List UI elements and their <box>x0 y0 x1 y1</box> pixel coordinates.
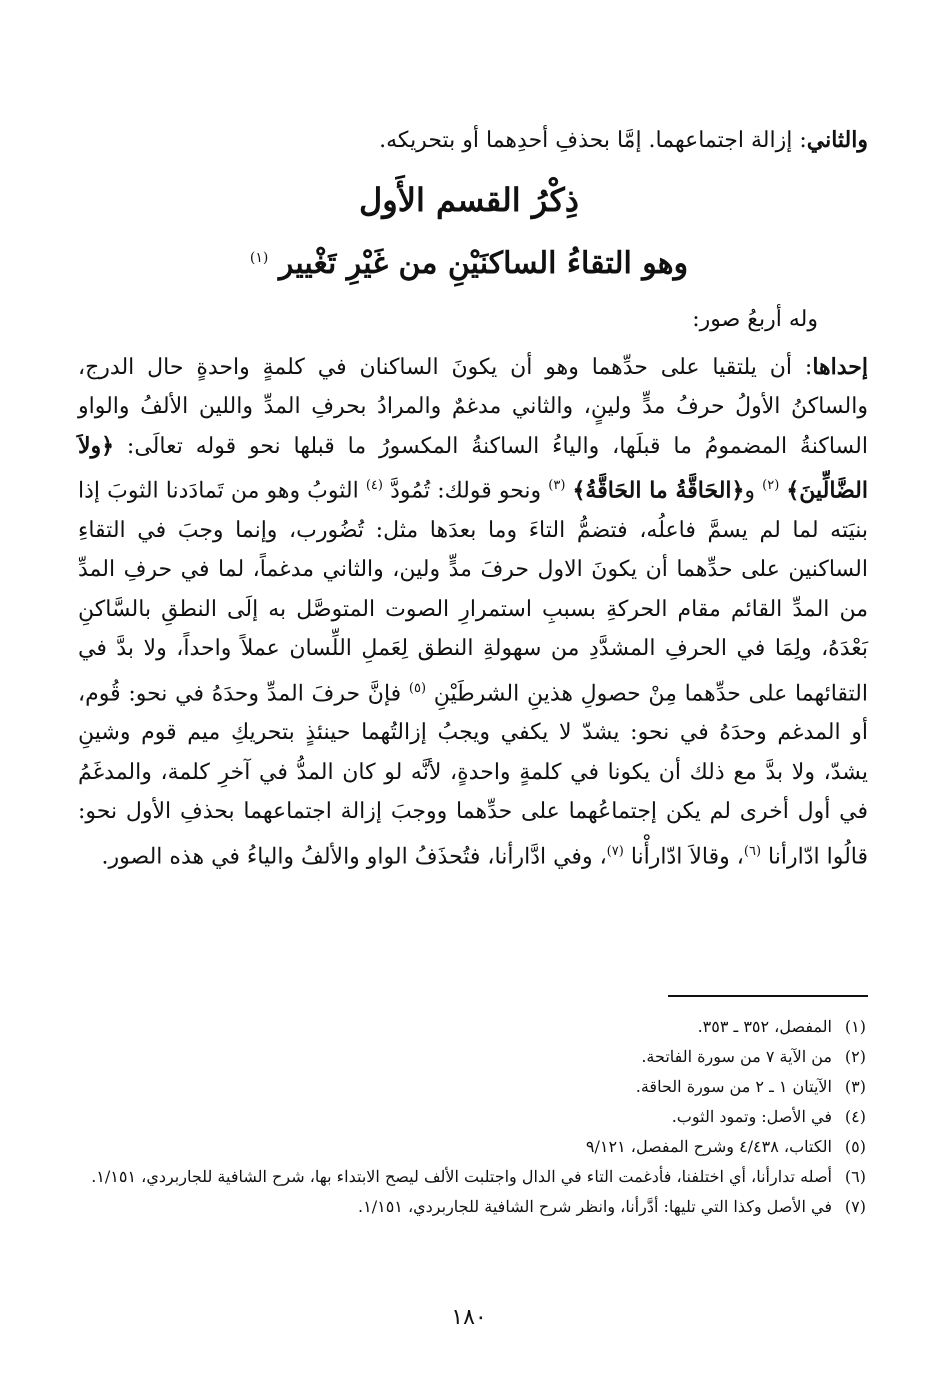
section-subtitle <box>0 236 938 286</box>
intro-label: والثاني <box>806 127 868 153</box>
intro-paragraph <box>68 120 868 161</box>
paragraph-text-6: ، وفي ادَّارأنا، فتُحذَفُ الواو والألفُ والياءُ في هذه الصور. <box>101 843 607 869</box>
paragraph-text-1: : أن يلتقيا على حدِّهما وهو أن يكونَ الساكنان في كلمةٍ واحدةٍ حال الدرج، والساكنُ الأولُ حرفُ مدٍّ ولينٍ، والثاني مدغمٌ والمرادُ بحرفِ المدِّ واللين الألفُ والواو الساكنةُ المضمومُ ما قبلَها، والياءُ الساكنةُ المكسورُ ما قبلها نحو قوله تعالَى: <box>78 355 868 459</box>
footnote-number: (٤) <box>844 1107 866 1126</box>
footnote-item <box>71 1192 866 1222</box>
footnote-ref-4[interactable]: (٤) <box>365 478 383 494</box>
footnote-text: المفصل، ٣٥٢ ـ ٣٥٣. <box>697 1017 832 1036</box>
forms-intro: وله أربعُ صور: <box>692 307 818 332</box>
footnote-item <box>71 1042 866 1072</box>
footnote-item <box>71 1072 866 1102</box>
footnote-text: من الآية ٧ من سورة الفاتحة. <box>641 1047 832 1066</box>
paragraph-text-5: ، وقالاَ ادّارأْنا <box>630 843 744 869</box>
footnote-ref-3[interactable]: (٣) <box>548 478 566 494</box>
paragraph-label: إحداها <box>812 354 868 380</box>
page-number: ١٨٠ <box>451 1305 487 1330</box>
footnote-ref-5[interactable]: (٥) <box>408 680 427 696</box>
section-subtitle-text: وهو التقاءُ الساكنَيْنِ من غَيْرِ تَغْيير <box>278 246 689 281</box>
footnote-number: (١) <box>844 1017 866 1036</box>
footnote-item <box>71 1162 866 1192</box>
intro-text: : إزالة اجتماعهما. إمَّا بحذفِ أحدِهما أو بتحريكه. <box>379 128 807 153</box>
footnote-text: أصله تدارأنا، أي اختلفنا، فأدغمت التاء في الدال واجتلبت الألف ليصح الابتداء بها، شرح الشافية للجاربردي، ١/١٥١. <box>91 1167 832 1186</box>
footnote-ref-1[interactable]: (١) <box>249 250 269 266</box>
footnote-item <box>71 1132 866 1162</box>
main-paragraph <box>78 348 868 876</box>
quran-quote-2: ﴿الحَاقَّةُ ما الحَاقَّةُ﴾ <box>572 477 745 504</box>
footnote-ref-2[interactable]: (٢) <box>762 478 780 494</box>
footnote-item <box>71 1102 866 1132</box>
quran-quote-1: ﴿ولاَ الضَّالِّينَ﴾ <box>78 432 868 504</box>
footnote-item <box>71 1012 866 1042</box>
conjunction-text: و <box>744 478 763 504</box>
footnotes-list <box>71 1012 866 1222</box>
footnote-ref-6[interactable]: (٦) <box>743 843 762 859</box>
footnote-number: (٦) <box>844 1167 866 1186</box>
paragraph-text-4: فإنَّ حرفَ المدِّ وحدَهُ في نحو: قُوم، أو المدغم وحدَهُ في نحو: يشدّ لا يكفي ويجبُ إزالتُهما حينئذٍ بتحريكِ ميم قوم وشينِ يشدّ، ولا بدَّ مع ذلك أن يكونا في كلمةٍ واحدةٍ، لأنَّه لو كان المدُّ في آخرِ كلمة، والمدغَمُ في أول أخرى لم يكن إجتماعُهما على حدِّهما ووجبَ إزالة اجتماعهما بحذفِ الأول نحو: قالُوا ادّارأنا <box>78 680 868 869</box>
footnote-number: (٥) <box>844 1137 866 1156</box>
paragraph-text-2: ونحو قولك: تُمُودَّ <box>390 478 549 504</box>
footnote-text: الآيتان ١ ـ ٢ من سورة الحاقة. <box>635 1077 832 1096</box>
paragraph-text-3: الثوبُ وهو من تَمادَدنا الثوبَ إذا بنيَته لما لم يسمَّ فاعلُه، فتضمُّ التاءَ وما بعدَها مثل: تُضُورب، وإنما وجبَ في التقاءِ الساكنين على حدِّهما أن يكونَ الاول حرفَ مدٍّ ولين، والثاني مدغماً، لما في حرفِ المدِّ من المدِّ القائم مقام الحركةِ بسببِ استمرارِ الصوت المتوصَّل به إلَى النطقِ بالسَّاكنِ بَعْدَهُ، ولِمَا في الحرفِ المشدَّدِ من سهولةِ النطق لِعَملِ اللِّسان عملاً واحداً، ولا بدَّ في التقائهما على حدِّهما مِنْ حصولِ هذينِ الشرطَيْنِ <box>78 478 868 706</box>
section-title: ذِكْرُ القسم الأَول <box>359 181 579 219</box>
footnote-text: الكتاب، ٤/٤٣٨ وشرح المفصل، ٩/١٢١ <box>585 1137 832 1156</box>
footnote-number: (٣) <box>844 1077 866 1096</box>
footnote-number: (٧) <box>844 1197 866 1216</box>
footnote-text: في الأصل: وتمود الثوب. <box>671 1107 832 1126</box>
footnote-divider <box>668 995 868 997</box>
footnote-ref-7[interactable]: (٧) <box>606 843 624 859</box>
footnote-number: (٢) <box>844 1047 866 1066</box>
footnote-text: في الأصل وكذا التي تليها: أدَّرأنا، وانظر شرح الشافية للجاربردي، ١/١٥١. <box>358 1197 832 1216</box>
